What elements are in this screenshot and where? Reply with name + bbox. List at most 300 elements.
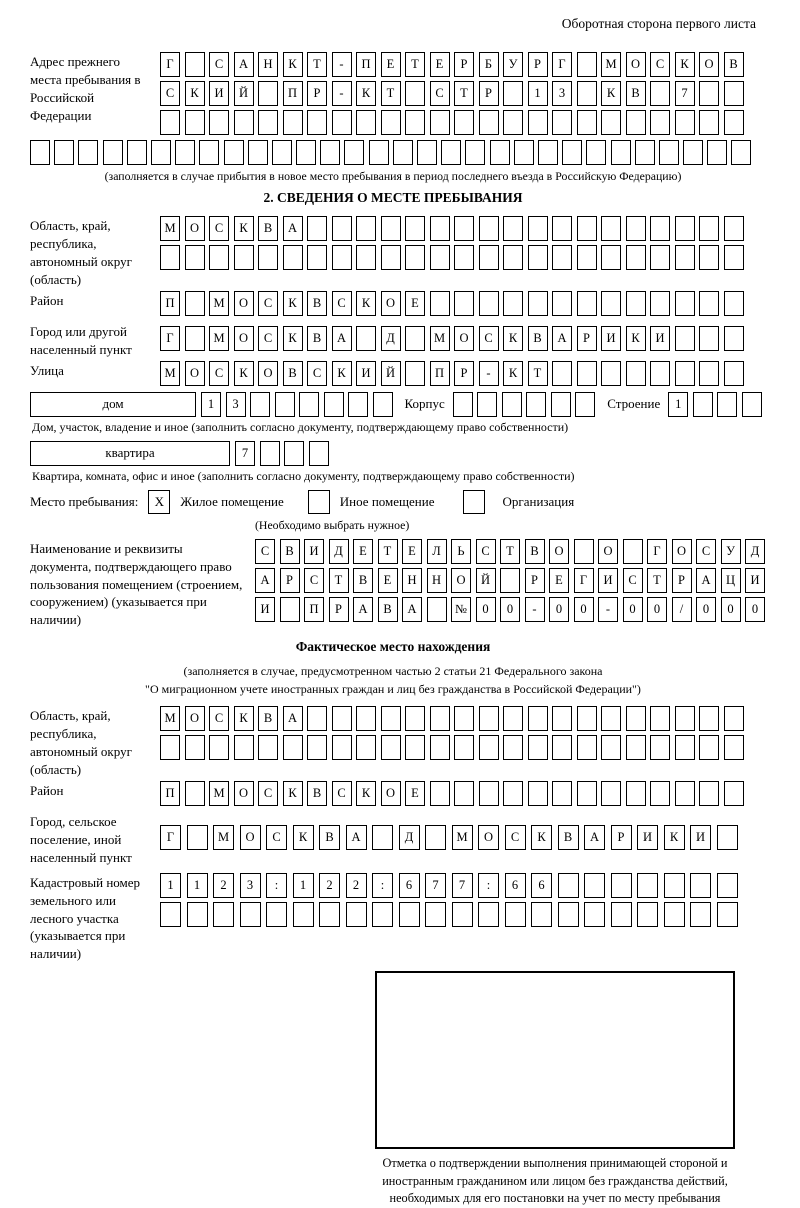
char-cell	[601, 245, 621, 270]
char-cell: С	[266, 825, 287, 850]
char-cell: :	[372, 873, 393, 898]
char-cell	[601, 361, 621, 386]
char-cell: Н	[427, 568, 447, 593]
char-cell: О	[234, 781, 254, 806]
char-cell	[399, 902, 420, 927]
char-cell	[526, 392, 546, 417]
char-cell: Р	[329, 597, 349, 622]
char-cell	[675, 245, 695, 270]
char-cell: 7	[675, 81, 695, 106]
char-cell	[724, 326, 744, 351]
char-cell	[209, 110, 229, 135]
char-cell	[562, 140, 582, 165]
stroenie-row	[668, 392, 762, 417]
char-cell: Е	[381, 52, 401, 77]
char-cell: Р	[280, 568, 300, 593]
char-cell: 0	[476, 597, 496, 622]
char-cell	[577, 110, 597, 135]
char-cell: О	[454, 326, 474, 351]
char-cell	[160, 245, 180, 270]
char-cell: Р	[611, 825, 632, 850]
char-cell	[425, 825, 446, 850]
char-cell: М	[430, 326, 450, 351]
char-cell: В	[283, 361, 303, 386]
char-cell	[185, 781, 205, 806]
char-cell	[348, 392, 368, 417]
char-cell: В	[353, 568, 373, 593]
char-cell	[185, 326, 205, 351]
char-cell	[514, 140, 534, 165]
char-cell	[272, 140, 292, 165]
char-cell: О	[381, 781, 401, 806]
cadastre-label: Кадастровый номер земельного или лесного участка (указывается при наличии)	[30, 874, 141, 962]
char-cell: С	[479, 326, 499, 351]
char-cell	[405, 216, 425, 241]
char-cell	[577, 361, 597, 386]
checkbox-organizaciya	[463, 490, 485, 514]
char-cell: 1	[293, 873, 314, 898]
char-cell: К	[283, 326, 303, 351]
char-cell: Е	[378, 568, 398, 593]
char-cell: М	[160, 216, 180, 241]
char-cell: 2	[319, 873, 340, 898]
char-cell: У	[503, 52, 523, 77]
char-cell	[707, 140, 727, 165]
char-cell: У	[721, 539, 741, 564]
char-cell	[356, 245, 376, 270]
char-cell: Л	[427, 539, 447, 564]
char-cell	[650, 735, 670, 760]
char-cell	[611, 140, 631, 165]
char-cell	[699, 216, 719, 241]
char-cell: К	[356, 291, 376, 316]
char-cell: 7	[235, 441, 255, 466]
fact-city-row	[160, 825, 738, 850]
korpus-label: Корпус	[404, 396, 445, 412]
char-cell	[584, 902, 605, 927]
char-cell	[369, 140, 389, 165]
char-cell	[454, 781, 474, 806]
char-cell: 0	[623, 597, 643, 622]
char-cell: Е	[549, 568, 569, 593]
korpus-row	[453, 392, 596, 417]
char-cell: С	[505, 825, 526, 850]
char-cell	[552, 216, 572, 241]
char-cell	[611, 902, 632, 927]
char-cell	[690, 873, 711, 898]
char-cell: Т	[528, 361, 548, 386]
char-cell	[324, 392, 344, 417]
raion-row	[160, 291, 744, 316]
char-cell	[623, 539, 643, 564]
char-cell	[650, 110, 670, 135]
char-cell: П	[356, 52, 376, 77]
char-cell	[381, 735, 401, 760]
char-cell	[187, 825, 208, 850]
char-cell: В	[258, 706, 278, 731]
char-cell: И	[690, 825, 711, 850]
stay-type-label: Место пребывания:	[30, 493, 139, 509]
char-cell	[577, 245, 597, 270]
oblast-row-1	[160, 216, 744, 241]
char-cell: И	[745, 568, 765, 593]
char-cell	[503, 245, 523, 270]
char-cell	[724, 245, 744, 270]
char-cell	[584, 873, 605, 898]
char-cell	[430, 781, 450, 806]
document-row-3	[255, 597, 765, 622]
char-cell: 1	[160, 873, 181, 898]
street-row	[160, 361, 744, 386]
char-cell: 0	[574, 597, 594, 622]
char-cell	[724, 291, 744, 316]
char-cell	[430, 216, 450, 241]
char-cell: В	[724, 52, 744, 77]
char-cell: А	[332, 326, 352, 351]
char-cell: И	[304, 539, 324, 564]
char-cell	[637, 902, 658, 927]
fact-raion-label: Район	[30, 782, 64, 798]
page-corner-note: Оборотная сторона первого листа	[561, 16, 756, 31]
char-cell: И	[598, 568, 618, 593]
char-cell: В	[307, 291, 327, 316]
char-cell	[659, 140, 679, 165]
char-cell	[405, 361, 425, 386]
char-cell: С	[160, 81, 180, 106]
char-cell	[356, 735, 376, 760]
char-cell: :	[266, 873, 287, 898]
char-cell: Н	[402, 568, 422, 593]
choose-note: (Необходимо выбрать нужное)	[255, 517, 410, 532]
char-cell: С	[255, 539, 275, 564]
char-cell: Е	[430, 52, 450, 77]
char-cell: Д	[381, 326, 401, 351]
char-cell: 7	[425, 873, 446, 898]
char-cell: К	[356, 81, 376, 106]
char-cell	[503, 81, 523, 106]
char-cell: К	[503, 361, 523, 386]
char-cell	[528, 735, 548, 760]
char-cell	[650, 781, 670, 806]
char-cell: Р	[454, 361, 474, 386]
char-cell	[611, 873, 632, 898]
document-row-2	[255, 568, 765, 593]
char-cell	[478, 902, 499, 927]
char-cell	[234, 110, 254, 135]
char-cell: 0	[549, 597, 569, 622]
char-cell	[601, 735, 621, 760]
char-cell	[503, 216, 523, 241]
char-cell	[528, 781, 548, 806]
char-cell	[320, 140, 340, 165]
char-cell: К	[664, 825, 685, 850]
char-cell: О	[240, 825, 261, 850]
house-block	[30, 392, 756, 417]
char-cell: К	[283, 52, 303, 77]
char-cell: Ь	[451, 539, 471, 564]
char-cell: 1	[528, 81, 548, 106]
prev-address-rows	[160, 52, 744, 139]
fact-city-label: Город, сельское поселение, иной населенный пункт	[30, 813, 132, 865]
char-cell: И	[637, 825, 658, 850]
char-cell: К	[283, 291, 303, 316]
char-cell: М	[209, 326, 229, 351]
char-cell: К	[503, 326, 523, 351]
char-cell: 6	[531, 873, 552, 898]
char-cell: С	[332, 781, 352, 806]
char-cell	[528, 216, 548, 241]
char-cell	[266, 902, 287, 927]
char-cell	[356, 706, 376, 731]
option-inoe-label: Иное помещение	[339, 493, 435, 509]
section2-title: 2. СВЕДЕНИЯ О МЕСТЕ ПРЕБЫВАНИЯ	[263, 190, 523, 205]
char-cell	[307, 110, 327, 135]
char-cell: К	[234, 216, 254, 241]
char-cell: С	[209, 706, 229, 731]
prev-address-note: (заполняется в случае прибытия в новое место пребывания в период последнего въезда в Российскую Федерацию)	[104, 169, 682, 183]
cadastre-block	[30, 873, 756, 964]
char-cell	[307, 245, 327, 270]
char-cell	[724, 706, 744, 731]
raion-block	[30, 291, 756, 320]
char-cell	[577, 781, 597, 806]
oblast-label: Область, край, республика, автономный округ (область)	[30, 218, 132, 287]
char-cell	[430, 110, 450, 135]
char-cell	[558, 902, 579, 927]
char-cell: Г	[647, 539, 667, 564]
char-cell	[675, 110, 695, 135]
oblast-rows	[160, 216, 744, 274]
char-cell	[650, 361, 670, 386]
char-cell: 3	[240, 873, 261, 898]
char-cell: А	[402, 597, 422, 622]
char-cell	[427, 597, 447, 622]
char-cell: В	[378, 597, 398, 622]
char-cell	[724, 81, 744, 106]
cadastre-row-1	[160, 873, 738, 898]
char-cell: 0	[721, 597, 741, 622]
char-cell	[503, 291, 523, 316]
char-cell	[724, 110, 744, 135]
char-cell: Й	[234, 81, 254, 106]
char-cell: С	[307, 361, 327, 386]
char-cell: Б	[479, 52, 499, 77]
char-cell: М	[209, 291, 229, 316]
char-cell	[626, 291, 646, 316]
char-cell: А	[696, 568, 716, 593]
char-cell: Й	[381, 361, 401, 386]
char-cell	[250, 392, 270, 417]
char-cell	[283, 245, 303, 270]
char-cell	[381, 110, 401, 135]
cadastre-row-2	[160, 902, 738, 927]
document-row-1	[255, 539, 765, 564]
prev-address-row-2	[160, 81, 744, 106]
char-cell	[307, 216, 327, 241]
char-cell	[430, 245, 450, 270]
char-cell	[356, 216, 376, 241]
char-cell: О	[478, 825, 499, 850]
char-cell	[405, 81, 425, 106]
char-cell	[346, 902, 367, 927]
char-cell	[626, 110, 646, 135]
flat-labelbox: квартира	[30, 441, 230, 466]
char-cell: И	[650, 326, 670, 351]
char-cell	[405, 326, 425, 351]
char-cell	[626, 706, 646, 731]
char-cell	[160, 735, 180, 760]
char-cell: К	[185, 81, 205, 106]
char-cell	[601, 291, 621, 316]
char-cell	[373, 392, 393, 417]
raion-label: Район	[30, 292, 64, 308]
oblast-row-2	[160, 245, 744, 270]
fact-oblast-rows	[160, 706, 744, 764]
char-cell	[275, 392, 295, 417]
char-cell: В	[525, 539, 545, 564]
checkbox-inoe	[308, 490, 330, 514]
char-cell	[601, 110, 621, 135]
char-cell: К	[234, 361, 254, 386]
char-cell	[650, 245, 670, 270]
char-cell	[675, 361, 695, 386]
checkbox-zhiloe: X	[148, 490, 170, 514]
char-cell: И	[209, 81, 229, 106]
char-cell: С	[332, 291, 352, 316]
char-cell	[577, 291, 597, 316]
char-cell: -	[525, 597, 545, 622]
stroenie-label: Строение	[607, 396, 661, 412]
char-cell	[675, 706, 695, 731]
char-cell	[405, 245, 425, 270]
char-cell	[699, 245, 719, 270]
char-cell: В	[626, 81, 646, 106]
char-cell	[185, 245, 205, 270]
char-cell: О	[185, 216, 205, 241]
char-cell: С	[209, 216, 229, 241]
char-cell: 2	[213, 873, 234, 898]
char-cell: 1	[201, 392, 221, 417]
char-cell	[240, 902, 261, 927]
char-cell	[283, 735, 303, 760]
char-cell: А	[234, 52, 254, 77]
fact-note-line1: (заполняется в случае, предусмотренном частью 2 статьи 21 Федерального закона	[183, 664, 603, 679]
prev-address-row-3	[160, 110, 744, 135]
city-block	[30, 322, 756, 359]
fact-oblast-row-1	[160, 706, 744, 731]
char-cell	[479, 216, 499, 241]
char-cell	[650, 291, 670, 316]
char-cell: /	[672, 597, 692, 622]
char-cell	[690, 902, 711, 927]
char-cell	[528, 110, 548, 135]
char-cell	[635, 140, 655, 165]
char-cell: О	[234, 291, 254, 316]
char-cell	[577, 52, 597, 77]
char-cell: Г	[160, 825, 181, 850]
char-cell	[601, 781, 621, 806]
char-cell	[664, 873, 685, 898]
char-cell: Т	[378, 539, 398, 564]
char-cell	[293, 902, 314, 927]
char-cell	[430, 291, 450, 316]
char-cell	[175, 140, 195, 165]
char-cell	[307, 735, 327, 760]
char-cell	[258, 110, 278, 135]
char-cell: 0	[647, 597, 667, 622]
char-cell	[479, 291, 499, 316]
char-cell: В	[319, 825, 340, 850]
prev-address-block	[30, 52, 756, 139]
char-cell	[503, 735, 523, 760]
char-cell	[319, 902, 340, 927]
char-cell	[601, 216, 621, 241]
char-cell: К	[626, 326, 646, 351]
stamp-caption: Отметка о подтверждении выполнения принимающей стороной и иностранным гражданином или лицом без гражданства действий, необходимых для его постановки на учет по месту пребывания	[382, 1156, 728, 1206]
char-cell: И	[255, 597, 275, 622]
char-cell	[577, 735, 597, 760]
char-cell: С	[258, 291, 278, 316]
city-row	[160, 326, 744, 351]
char-cell	[675, 781, 695, 806]
char-cell	[430, 706, 450, 731]
char-cell	[356, 326, 376, 351]
char-cell: -	[332, 81, 352, 106]
char-cell	[479, 735, 499, 760]
char-cell: Д	[329, 539, 349, 564]
char-cell	[127, 140, 147, 165]
char-cell	[151, 140, 171, 165]
fact-title: Фактическое место нахождения	[295, 639, 491, 655]
fact-city-block	[30, 812, 756, 867]
char-cell: 1	[187, 873, 208, 898]
char-cell	[78, 140, 98, 165]
char-cell	[234, 245, 254, 270]
char-cell: И	[601, 326, 621, 351]
char-cell: 0	[696, 597, 716, 622]
char-cell: Г	[552, 52, 572, 77]
char-cell: Й	[476, 568, 496, 593]
char-cell	[454, 245, 474, 270]
char-cell: 1	[668, 392, 688, 417]
char-cell	[742, 392, 762, 417]
char-cell: М	[160, 361, 180, 386]
char-cell: С	[476, 539, 496, 564]
char-cell	[626, 735, 646, 760]
char-cell	[213, 902, 234, 927]
city-label: Город или другой населенный пункт	[30, 323, 132, 357]
char-cell: П	[304, 597, 324, 622]
char-cell	[372, 825, 393, 850]
char-cell: К	[293, 825, 314, 850]
char-cell	[503, 781, 523, 806]
option-organizaciya-label: Организация	[502, 493, 575, 509]
char-cell: М	[452, 825, 473, 850]
char-cell: 0	[745, 597, 765, 622]
document-rows	[255, 539, 765, 626]
char-cell	[248, 140, 268, 165]
char-cell	[650, 706, 670, 731]
char-cell: П	[160, 781, 180, 806]
prev-address-label: Адрес прежнего места пребывания в Российской Федерации	[30, 54, 141, 123]
char-cell	[209, 245, 229, 270]
char-cell: О	[185, 706, 205, 731]
char-cell	[637, 873, 658, 898]
char-cell: С	[304, 568, 324, 593]
char-cell: Т	[647, 568, 667, 593]
char-cell	[717, 873, 738, 898]
char-cell: С	[623, 568, 643, 593]
